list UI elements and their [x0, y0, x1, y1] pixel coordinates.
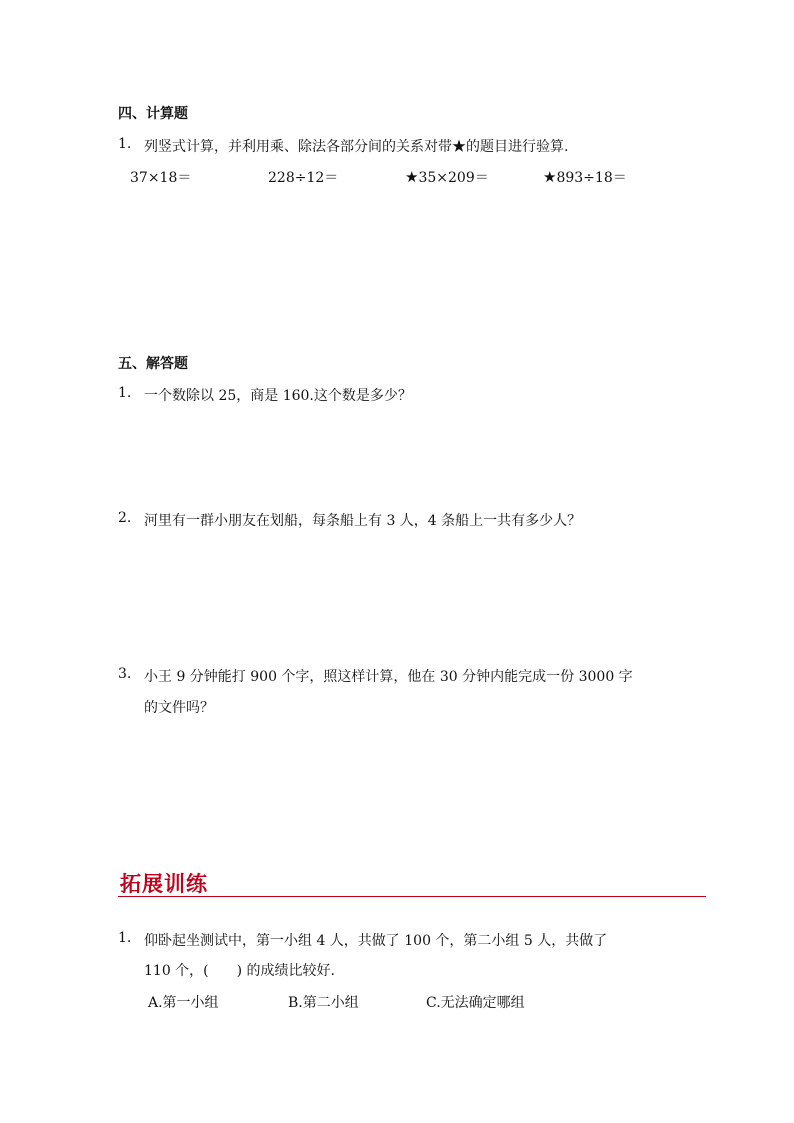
- equation-1: [130, 167, 191, 187]
- question-number: 3.: [118, 666, 132, 682]
- section-heading-word-problems: 五、解答题: [118, 356, 188, 372]
- question-text: 一个数除以 25，商是 160.这个数是多少？: [144, 388, 412, 404]
- equation-2: [268, 167, 338, 187]
- option-a: A.第一小组: [148, 995, 219, 1011]
- star-icon: ★: [405, 168, 419, 186]
- option-b: B.第二小组: [288, 995, 359, 1011]
- question-number: 1.: [118, 136, 132, 152]
- equation-expr: 228÷12＝: [268, 170, 339, 186]
- title-divider: [118, 896, 706, 897]
- question-number: 2.: [118, 510, 132, 526]
- question-text-line-2: 的文件吗？: [144, 700, 214, 716]
- equation-expr: 37×18＝: [130, 170, 192, 186]
- equation-expr: 35×209＝: [418, 170, 489, 186]
- question-text-line-1: 小王 9 分钟能打 900 个字，照这样计算，他在 30 分钟内能完成一份 3000 字: [144, 669, 633, 685]
- question-number: 1.: [118, 385, 132, 401]
- extension-title: 拓展训练: [120, 872, 208, 896]
- question-text-line-1: 仰卧起坐测试中，第一小组 4 人，共做了 100 个，第二小组 5 人，共做了: [144, 933, 608, 949]
- option-c: C.无法确定哪组: [426, 995, 525, 1011]
- equation-3: [405, 167, 489, 187]
- section-heading-calculation: 四、计算题: [118, 106, 188, 122]
- question-text: 列竖式计算，并利用乘、除法各部分间的关系对带★的题目进行验算.: [144, 139, 569, 155]
- question-text-line-2: 110 个，( ) 的成绩比较好.: [144, 963, 335, 979]
- question-text: 河里有一群小朋友在划船，每条船上有 3 人，4 条船上一共有多少人？: [144, 513, 582, 529]
- star-icon: ★: [543, 168, 557, 186]
- question-number: 1.: [118, 930, 132, 946]
- equation-4: [543, 167, 627, 187]
- equation-expr: 893÷18＝: [556, 170, 627, 186]
